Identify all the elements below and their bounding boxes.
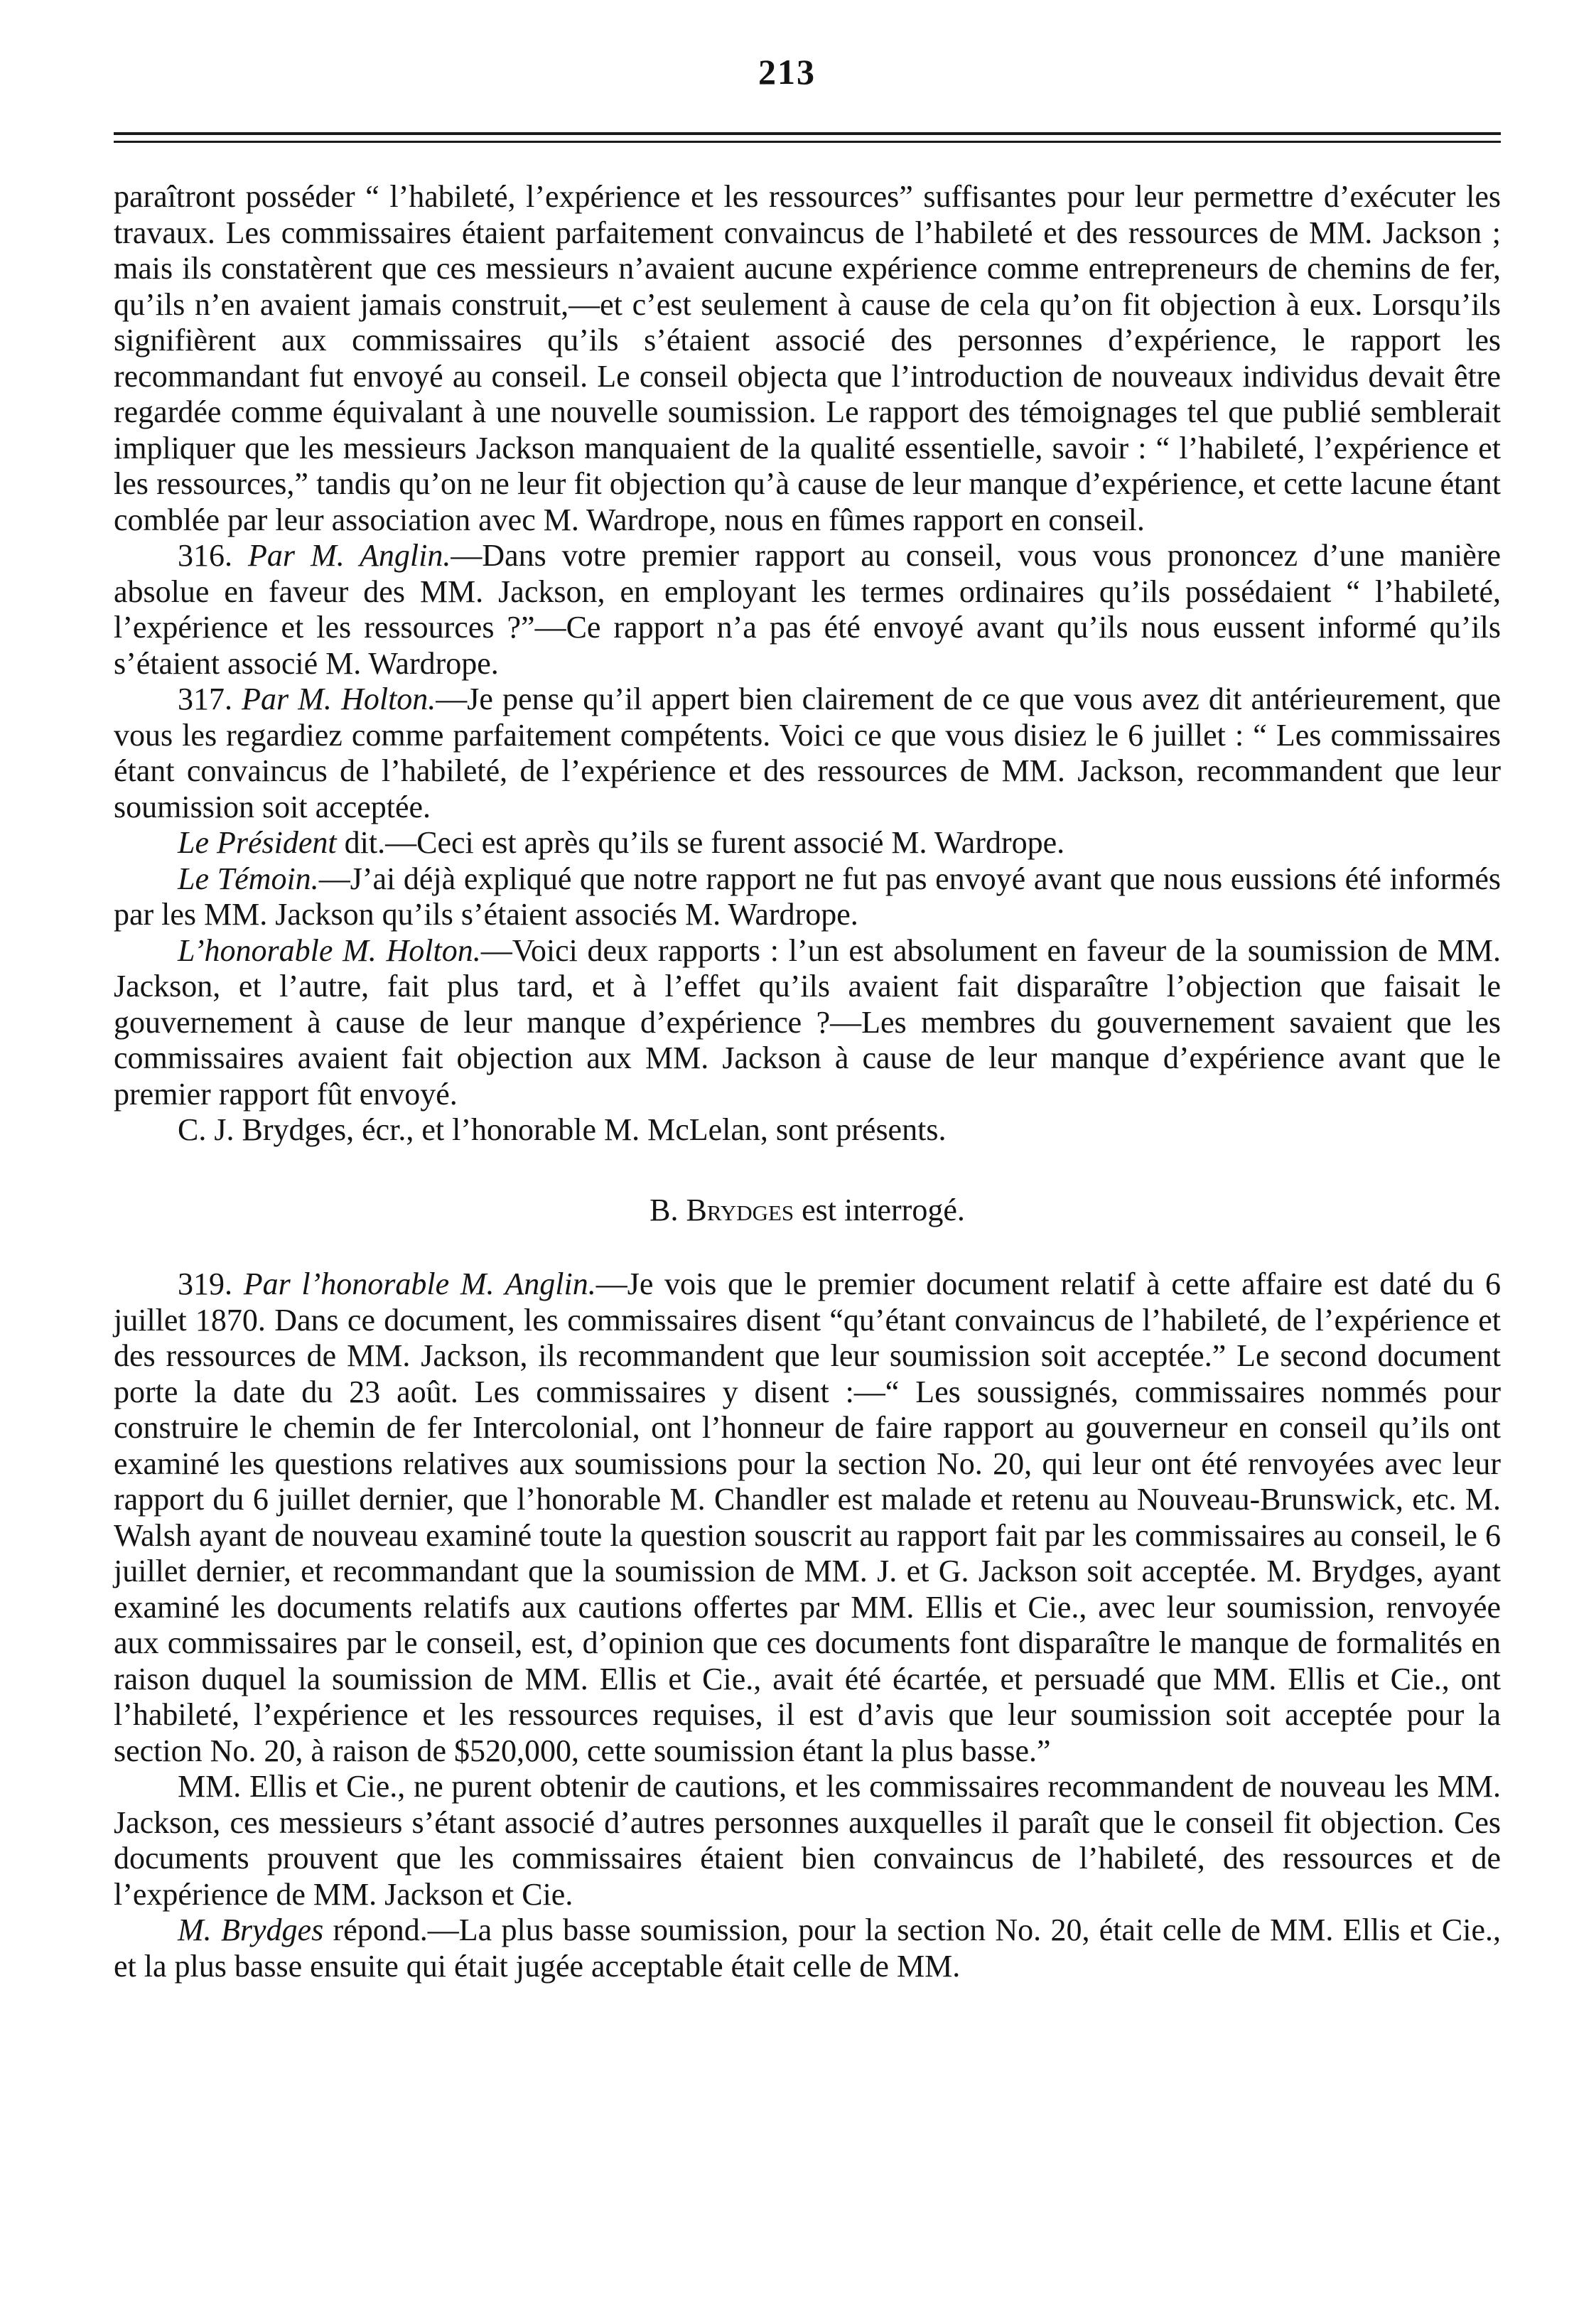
text-run: 317. xyxy=(178,682,242,716)
heading-rest: est interrogé. xyxy=(794,1192,965,1227)
paragraph-p5 xyxy=(114,861,1501,933)
paragraph-p1 xyxy=(114,179,1501,538)
speaker-label: M. Brydges xyxy=(178,1913,324,1947)
text-run: —J’ai déjà expliqué que notre rapport ne fut pas envoyé avant que nous eussions été informés par les MM. Jackson qu’ils s’étaient associés M. Wardrope. xyxy=(114,861,1502,932)
witness-heading xyxy=(114,1193,1501,1229)
text-run: —Je pense qu’il appert bien clairement de ce que vous avez dit antérieurement, que vous les regardiez comme parfaitement compétents. Voici ce que vous disiez le 6 juillet : “ Les commissaires étant convaincus de l’habileté, de l’expérience et des ressources de MM. Jackson, recommandent que leur soumission soit acceptée. xyxy=(114,682,1501,824)
text-run: paraîtront posséder “ l’habileté, l’expérience et les ressources” suffisantes pour leur permettre d’exécuter les travaux. Les commissaires étaient parfaitement convaincus de l’habileté et des ressources de MM. Jackson ; mais ils constatèrent que ces messieurs n’avaient aucune expérience comme entrepreneurs de chemins de fer, qu’ils n’en avaient jamais construit,—et c’est seulement à cause de cela qu’on fit objection à eux. Lorsqu’ils signifièrent aux commissaires qu’ils s’étaient associé des personnes d’expérience, le rapport les recommandant fut envoyé au conseil. Le conseil objecta que l’introduction de nouveaux individus devait être regardée comme équivalant à une nouvelle soumission. Le rapport des témoignages tel que publié semblerait impliquer que les messieurs Jackson manquaient de la qualité essentielle, savoir : “ l’habileté, l’expérience et les ressources,” tandis qu’on ne leur fit objection qu’à cause de leur manque d’expérience, et cette lacune étant comblée par leur association avec M. Wardrope, nous en fûmes rapport en conseil. xyxy=(114,179,1501,537)
text-run: 319. xyxy=(178,1266,244,1301)
testimony-block-1 xyxy=(114,179,1501,1148)
heading-initial: B. xyxy=(649,1192,686,1227)
text-run: MM. Ellis et Cie., ne purent obtenir de cautions, et les commissaires recommandent de nouveau les MM. Jackson, ces messieurs s’étant associé d’autres personnes auxquelles il paraît que le conseil fit objection. Ces documents prouvent que les commissaires étaient bien convaincus de l’habileté, des ressources et de l’expérience de MM. Jackson et Cie. xyxy=(114,1769,1501,1912)
paragraph-q2 xyxy=(114,1769,1501,1913)
header-rule-thick xyxy=(114,132,1501,135)
text-run: dit.—Ceci est après qu’ils se furent associé M. Wardrope. xyxy=(336,825,1065,860)
page-number: 213 xyxy=(758,52,816,92)
paragraph-q3 xyxy=(114,1913,1501,1984)
speaker-label: Par M. Holton. xyxy=(242,682,436,716)
text-run: —Dans votre premier rapport au conseil, vous vous prononcez d’une manière absolue en faveur des MM. Jackson, en employant les termes ordinaires qu’ils possédaient “ l’habileté, l’expérience et les ressources ?”—Ce rapport n’a pas été envoyé avant qu’ils nous eussent informé qu’ils s’étaient associé M. Wardrope. xyxy=(114,538,1501,681)
speaker-label: L’honorable M. Holton. xyxy=(178,932,481,968)
header-rule-thin xyxy=(114,141,1501,143)
speaker-label: Le Président xyxy=(178,825,337,860)
heading-name: Brydges xyxy=(686,1192,794,1227)
paragraph-p6 xyxy=(114,933,1501,1113)
paragraph-p7 xyxy=(114,1112,1501,1148)
text-run: —Voici deux rapports : l’un est absolument en faveur de la soumission de MM. Jackson, et l’autre, fait plus tard, et à l’effet qu’ils avaient fait disparaître l’objection que faisait le gouvernement à cause de leur manque d’expérience ?—Les membres du gouvernement savaient que les commissaires avaient fait objection aux MM. Jackson à cause de leur manque d’expérience avant que le premier rapport fût envoyé. xyxy=(114,932,1501,1112)
body-text xyxy=(114,179,1501,1984)
text-run: 316. xyxy=(178,538,249,573)
text-run: répond.—La plus basse soumission, pour la section No. 20, était celle de MM. Ellis et Cie., et la plus basse ensuite qui était jugée acceptable était celle de MM. xyxy=(114,1913,1501,1984)
speaker-label: Par M. Anglin. xyxy=(248,538,451,573)
paragraph-q1 xyxy=(114,1266,1501,1769)
paragraph-p4 xyxy=(114,825,1501,861)
testimony-block-2 xyxy=(114,1266,1501,1984)
speaker-label: Le Témoin. xyxy=(178,861,319,896)
paragraph-p2 xyxy=(114,538,1501,682)
speaker-label: Par l’honorable M. Anglin. xyxy=(243,1266,596,1301)
text-run: C. J. Brydges, écr., et l’honorable M. McLelan, sont présents. xyxy=(178,1112,947,1147)
text-run: —Je vois que le premier document relatif à cette affaire est daté du 6 juillet 1870. Dans ce document, les commissaires disent “qu’étant convaincus de l’habileté, de l’expérience et des ressources de MM. Jackson, ils recommandent que leur soumission soit acceptée.” Le second document porte la date du 23 août. Les commissaires y disent :—“ Les soussignés, commissaires nommés pour construire le chemin de fer Intercolonial, ont l’honneur de faire rapport au gouverneur en conseil qu’ils ont examiné les questions relatives aux soumissions pour la section No. 20, qui leur ont été renvoyées avec leur rapport du 6 juillet dernier, que l’honorable M. Chandler est malade et retenu au Nouveau-Brunswick, etc. M. Walsh ayant de nouveau examiné toute la question souscrit au rapport fait par les commissaires au conseil, le 6 juillet dernier, et recommandant que la soumission de MM. J. et G. Jackson soit acceptée. M. Brydges, ayant examiné les documents relatifs aux cautions offertes par MM. Ellis et Cie., avec leur soumission, renvoyée aux commissaires par le conseil, est, d’opinion que ces documents font disparaître le manque de formalités en raison duquel la soumission de MM. Ellis et Cie., avait été écartée, et persuadé que MM. Ellis et Cie., ont l’habileté, l’expérience et les ressources requises, il est d’avis que leur soumission soit acceptée pour la section No. 20, à raison de $520,000, cette soumission étant la plus basse.” xyxy=(114,1266,1502,1768)
paragraph-p3 xyxy=(114,682,1501,825)
